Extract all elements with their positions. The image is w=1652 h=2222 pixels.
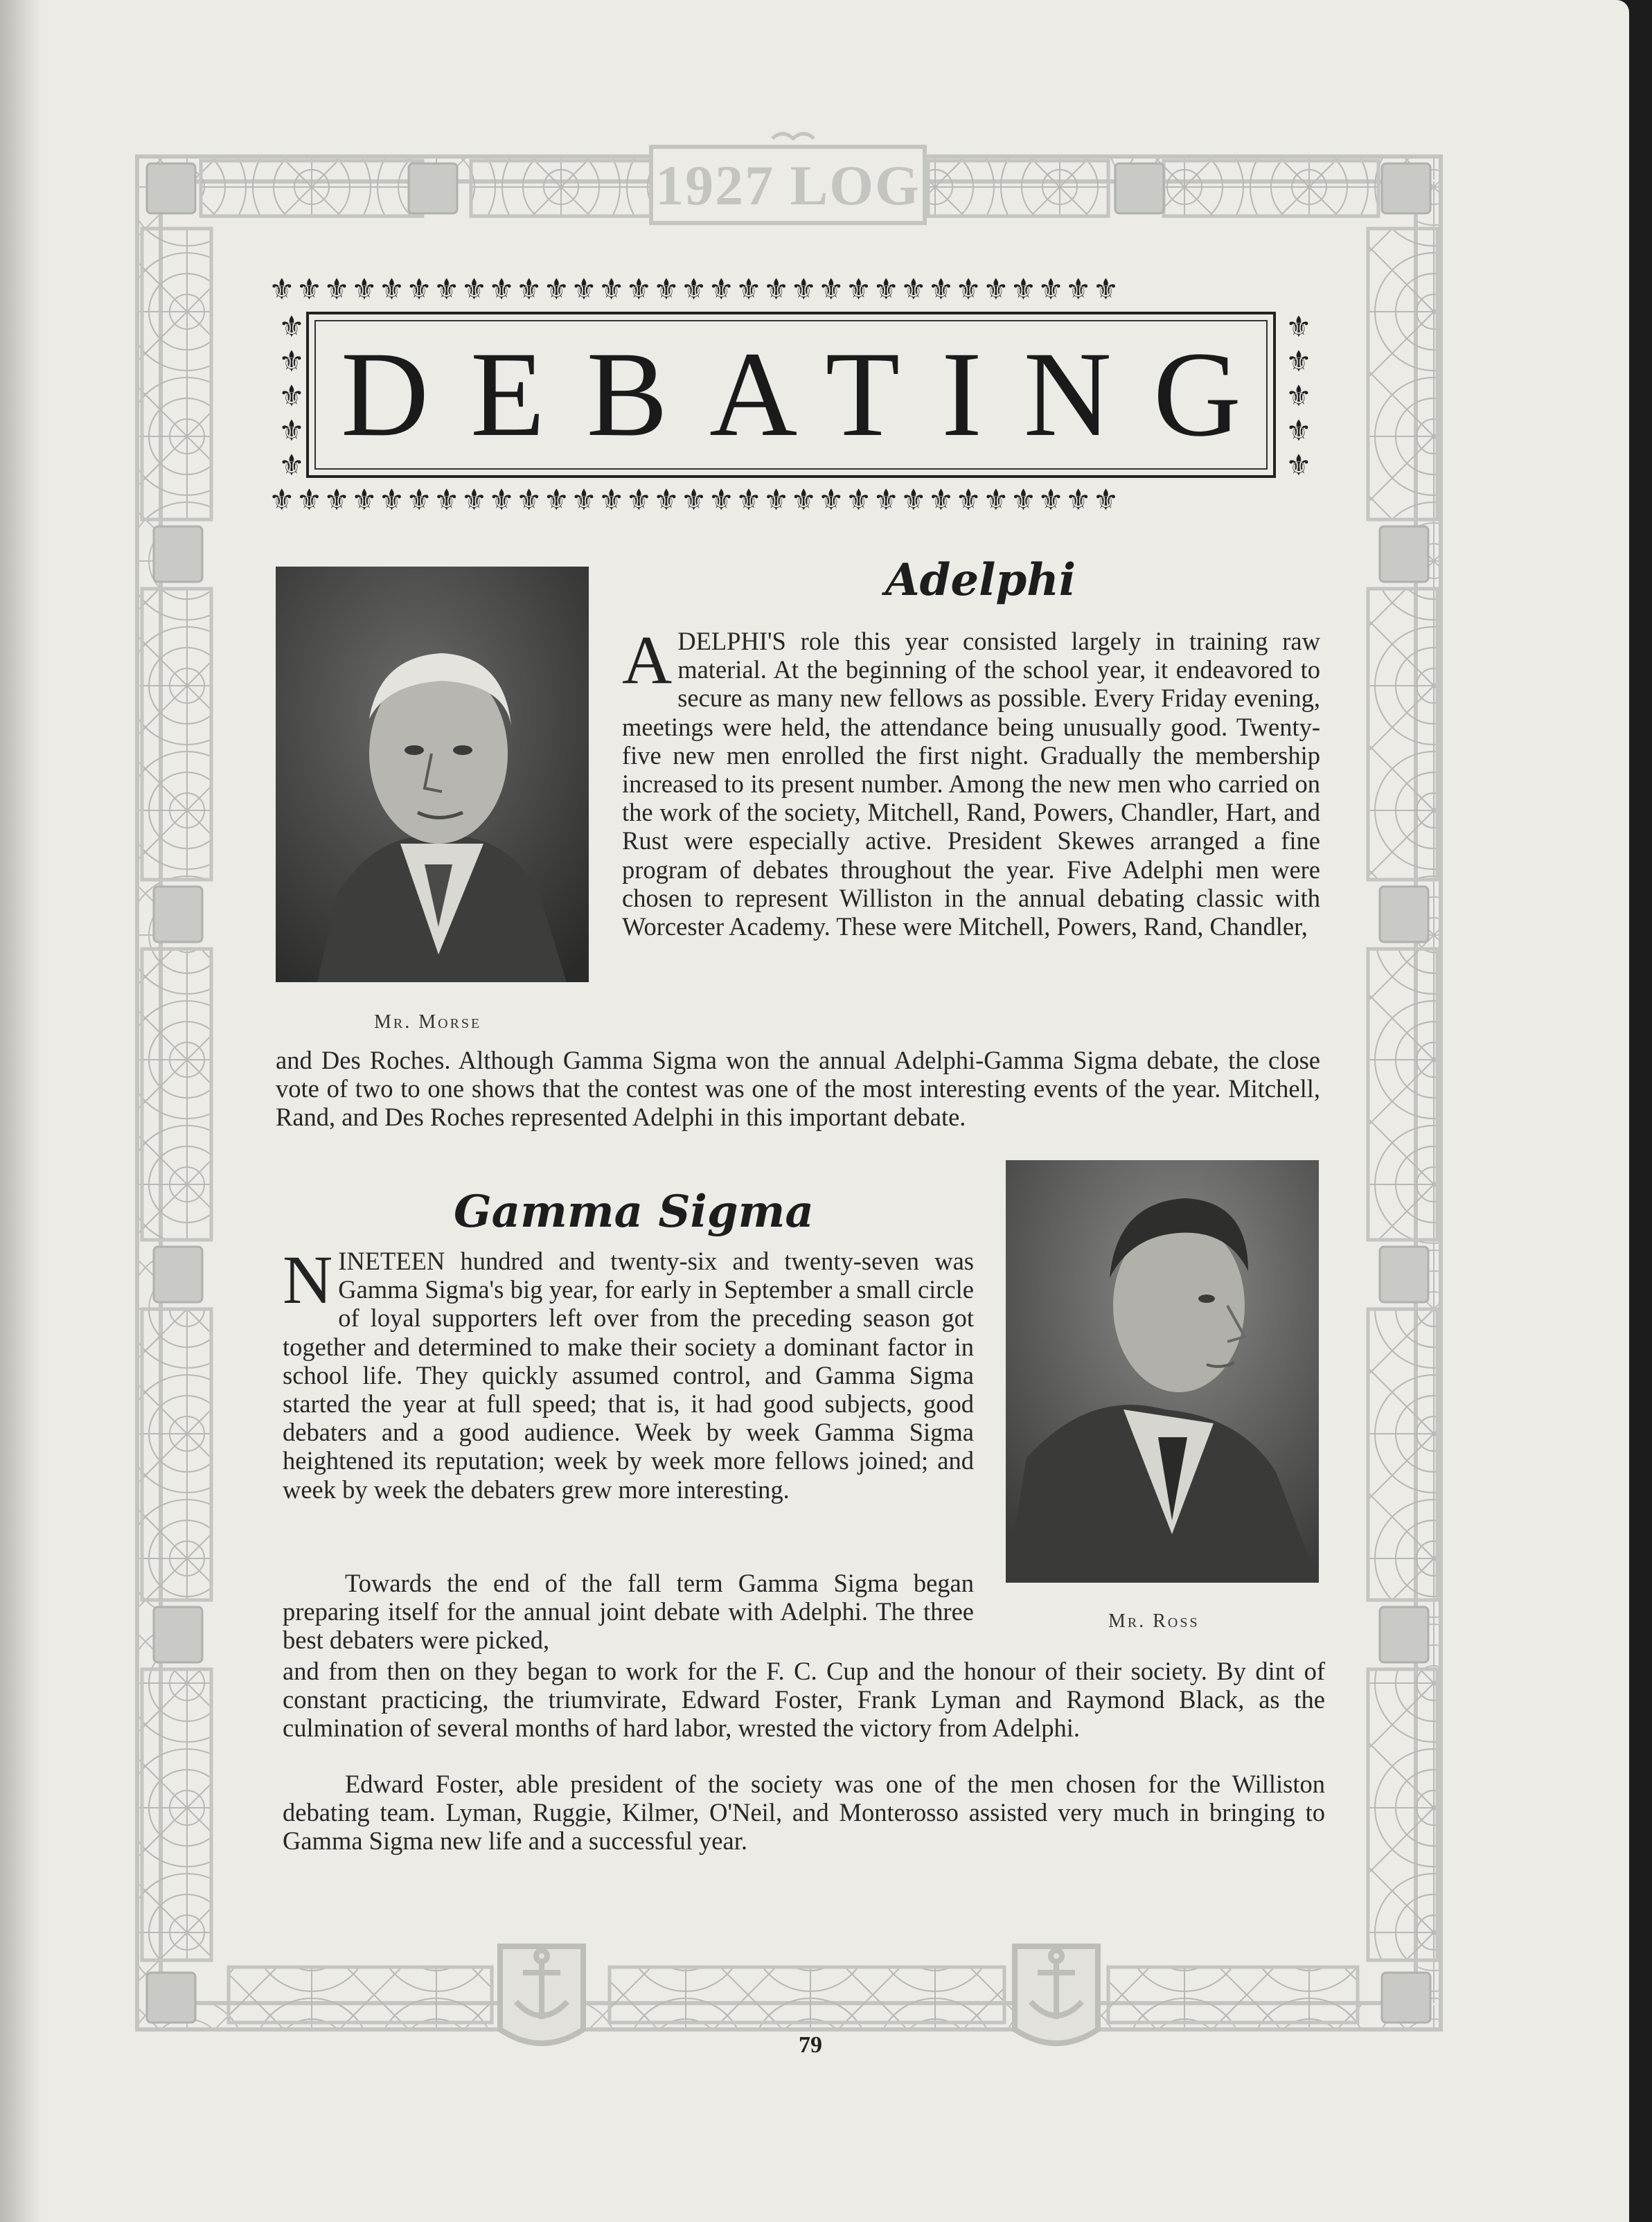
- morse-caption: Mr. Morse: [374, 1011, 482, 1033]
- fleur-de-lis-icon: ⚜⚜⚜⚜⚜⚜⚜⚜⚜⚜⚜⚜⚜⚜⚜⚜⚜⚜⚜⚜⚜⚜⚜⚜⚜⚜⚜⚜⚜⚜⚜: [269, 274, 1121, 306]
- fleur-de-lis-icon: ⚜: [1286, 312, 1312, 344]
- fleur-de-lis-icon: ⚜: [1286, 416, 1312, 447]
- yearbook-banner: 1927 LOG: [655, 154, 921, 217]
- adelphi-paragraph: [622, 621, 1320, 941]
- gamma-sigma-paragraph: [283, 1241, 974, 1504]
- fleur-de-lis-icon: ⚜: [1286, 450, 1312, 482]
- fleur-de-lis-icon-row-bottom: [269, 486, 1120, 515]
- page-title: DEBATING: [341, 327, 1283, 462]
- fleur-de-lis-icon-column-left: [274, 310, 309, 483]
- fleur-de-lis-icon: ⚜: [278, 346, 305, 378]
- gamma-sigma-lead: INETEEN hundred and twenty-six and twenty-seven was Gamma Sigma's big year,: [338, 1247, 974, 1304]
- fleur-de-lis-icon: [1281, 310, 1316, 483]
- morse-photo: [276, 567, 589, 982]
- gamma-sigma-paragraph-3: Edward Foster, able president of the society was one of the men chosen for the Williston debating team. Lyman, Ruggie, Kilmer, O'Neil, and Monterosso assisted very much in bringing to Gamma Sigma new life and a successful year.: [283, 1770, 1325, 1856]
- adelphi-heading: Adelphi: [885, 554, 1076, 606]
- ross-caption: Mr. Ross: [1108, 1610, 1200, 1632]
- title-frame: [306, 312, 1283, 478]
- ross-photo: [1006, 1160, 1319, 1583]
- fleur-de-lis-icon: [274, 310, 309, 483]
- page-number: 79: [799, 2032, 822, 2058]
- gamma-sigma-paragraph-2-continued: and from then on they began to work for the F. C. Cup and the honour of their society. By dint of constant practicing, the triumvirate, Edward Foster, Frank Lyman and Raymond Black, as the culmination of several months of hard labor, wrested the victory from Adelphi.: [283, 1657, 1325, 1743]
- adelphi-body: At the beginning of the school year, it endeavored to secure as many new fellows as possible. Every Friday evening, meetings were held, the attendance being unusually good. Twenty-five new men enrolled the first night. Gradually the membership increased to its present number. Among the new men who carried on the work of the society, Mitchell, Rand, Powers, Chandler, Hart, and Rust were especially active. President Skewes arranged a fine program of debates throughout the year. Five Adelphi men were chosen to represent Williston in the annual debating classic with Worcester Academy. These were Mitchell, Powers, Rand, Chandler,: [622, 655, 1320, 941]
- fleur-de-lis-icon: ⚜⚜⚜⚜⚜⚜⚜⚜⚜⚜⚜⚜⚜⚜⚜⚜⚜⚜⚜⚜⚜⚜⚜⚜⚜⚜⚜⚜⚜⚜⚜: [269, 485, 1121, 517]
- adelphi-dropcap: A: [622, 621, 673, 698]
- fleur-de-lis-icon: ⚜: [278, 381, 305, 413]
- fleur-de-lis-icon: ⚜: [1286, 381, 1312, 413]
- fleur-de-lis-icon: ⚜: [278, 312, 305, 344]
- gamma-sigma-paragraph-2: Towards the end of the fall term Gamma Sigma began preparing itself for the annual joint debate with Adelphi. The three best debaters were picked,: [283, 1569, 974, 1655]
- fleur-de-lis-icon-row-top: [269, 276, 1120, 305]
- fleur-de-lis-icon: ⚜: [278, 450, 305, 482]
- adelphi-lead: DELPHI'S role this year consisted largely in training raw material.: [677, 627, 1320, 684]
- adelphi-paragraph-continued: and Des Roches. Although Gamma Sigma won the annual Adelphi-Gamma Sigma debate, the close vote of two to one shows that the contest was one of the most interesting events of the year. Mitchell, Rand, and Des Roches represented Adelphi in this important debate.: [276, 1046, 1320, 1132]
- gamma-sigma-dropcap: N: [283, 1241, 333, 1318]
- fleur-de-lis-icon: ⚜: [278, 416, 305, 447]
- fleur-de-lis-icon: ⚜: [1286, 346, 1312, 378]
- gamma-sigma-heading: Gamma Sigma: [454, 1186, 814, 1238]
- gamma-sigma-body: for early in September a small circle of loyal supporters left over from the preceding season got together and determined to make their society a dominant factor in school life. They quickly assumed control, and Gamma Sigma started the year at full speed; that is, it had good subjects, good debaters and a good audience. Week by week Gamma Sigma heightened its reputation; week by week more fellows joined; and week by week the debaters grew more interesting.: [283, 1275, 974, 1504]
- fleur-de-lis-icon-column-right: [1281, 310, 1316, 483]
